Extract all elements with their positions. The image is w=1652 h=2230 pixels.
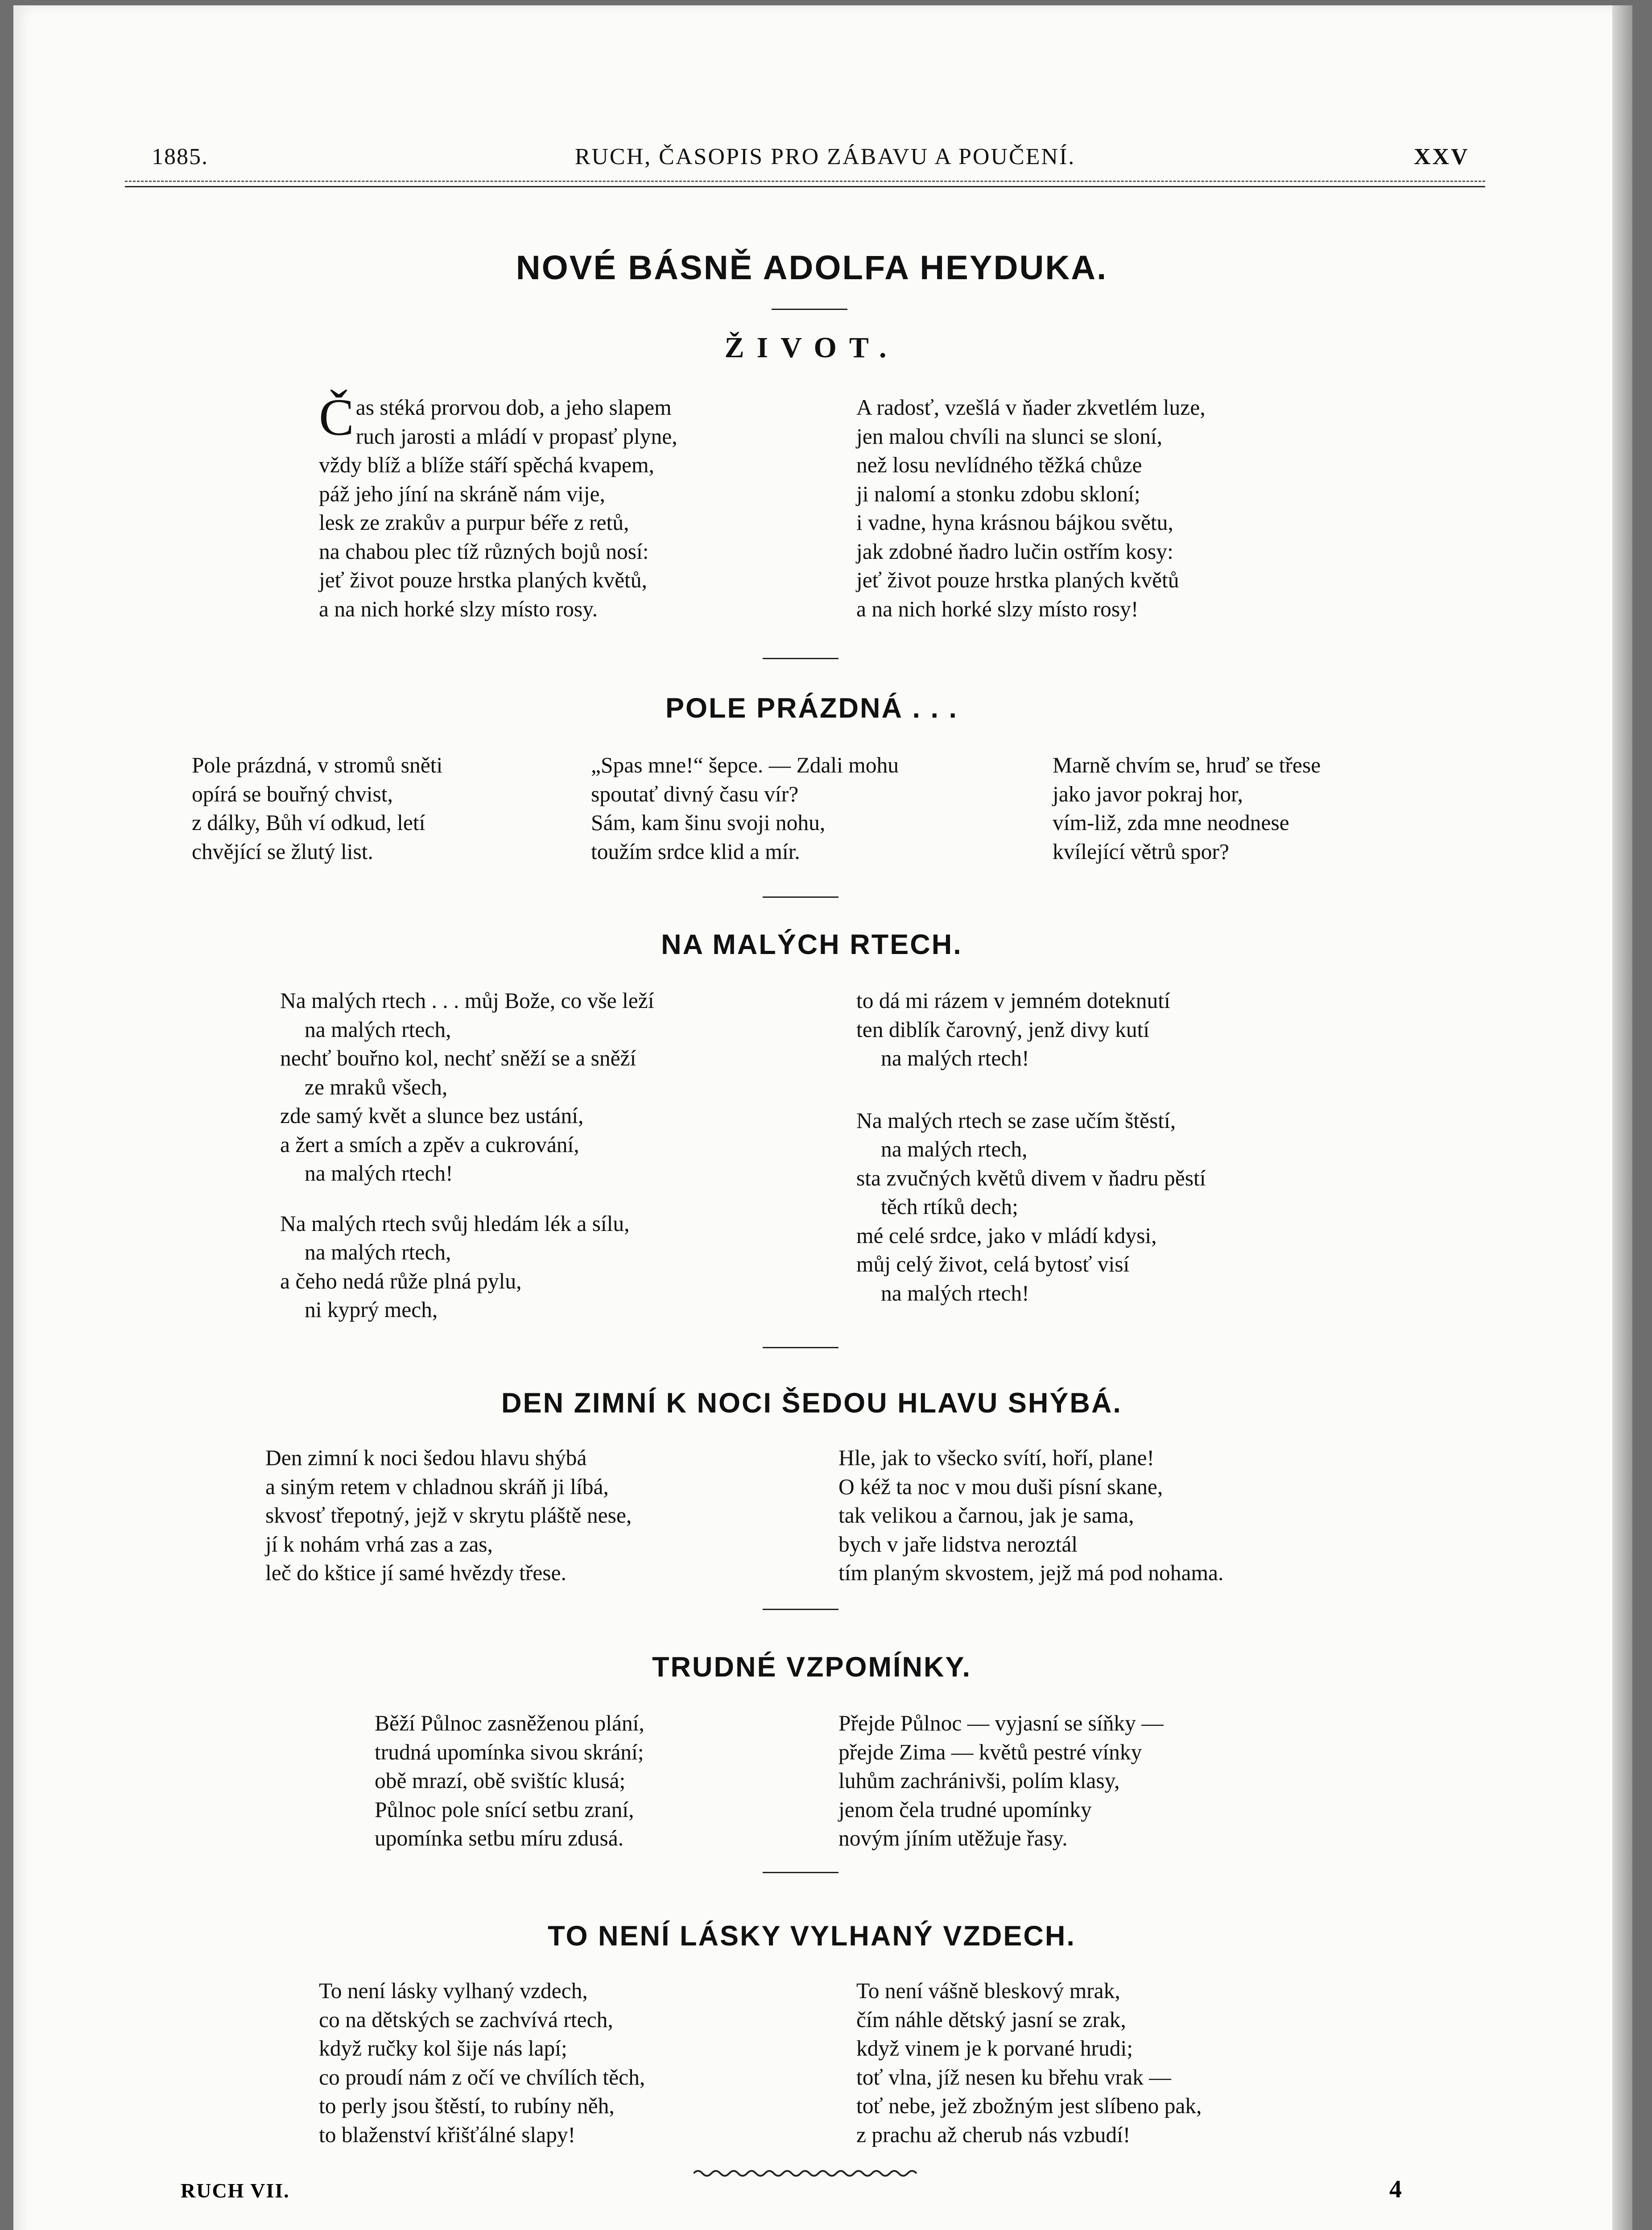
poem-line: jenom čela trudné upomínky	[838, 1797, 1092, 1822]
poem-title-zimni: DEN ZIMNÍ K NOCI ŠEDOU HLAVU SHÝBÁ.	[501, 1388, 1122, 1419]
poem-line: spoutať divný času vír?	[591, 781, 799, 806]
poem-line: když ručky kol šije nás lapí;	[319, 2036, 567, 2061]
poem-line: a žert a smích a zpěv a cukrování,	[280, 1132, 579, 1157]
poem-line: a čeho nedá růže plná pylu,	[280, 1268, 522, 1293]
poem-line: To není vášně bleskový mrak,	[856, 1978, 1120, 2003]
poem-line: jen malou chvíli na slunci se sloní,	[856, 424, 1163, 449]
poem-pole-col1	[192, 751, 442, 866]
poem-line: Čas stéká prorvou dob, a jeho slapem	[319, 388, 672, 446]
poem-line: Hle, jak to všecko svítí, hoří, plane!	[838, 1445, 1154, 1470]
poem-line: jí k nohám vrhá zas a zas,	[265, 1532, 493, 1557]
poem-title-rtech: NA MALÝCH RTECH.	[661, 929, 962, 960]
poem-line: Na malých rtech . . . můj Bože, co vše leží	[280, 988, 654, 1013]
poem-title-lasky: TO NENÍ LÁSKY VYLHANÝ VZDECH.	[548, 1920, 1076, 1952]
poem-lasky-left	[319, 1977, 645, 2149]
poem-line: čím náhle dětský jasní se zrak,	[856, 2007, 1126, 2032]
poem-line: páž jeho jíní na skráně nám vije,	[319, 481, 605, 506]
poem-line: novým jíním utěžuje řasy.	[838, 1826, 1068, 1850]
poem-line: Půlnoc pole snící setbu zraní,	[375, 1797, 634, 1822]
poem-line: To není lásky vylhaný vzdech,	[319, 1978, 588, 2003]
poem-line: z dálky, Bůh ví odkud, letí	[192, 810, 425, 835]
poem-lasky-right	[856, 1977, 1202, 2149]
poem-line: O kéž ta noc v mou duši písní skane,	[838, 1474, 1163, 1499]
poem-line: na malých rtech,	[305, 1017, 451, 1042]
poem-line: vždy blíž a blíže stáří spěchá kvapem,	[319, 453, 654, 477]
end-ornament-icon	[694, 2168, 925, 2179]
poem-line: ruch jarosti a mládí v propasť plyne,	[355, 424, 677, 449]
poem-line: ze mraků všech,	[305, 1074, 448, 1099]
poem-line: upomínka setbu míru zdusá.	[375, 1826, 624, 1850]
poem-divider	[763, 1609, 838, 1610]
header-rule	[125, 186, 1485, 187]
poem-line: A radosť, vzešlá v ňader zkvetlém luze,	[856, 395, 1206, 420]
poem-line: Pole prázdná, v stromů sněti	[192, 753, 443, 777]
poem-line: i vadne, hyna krásnou bájkou světu,	[856, 510, 1173, 535]
poem-line: ten diblík čarovný, jenž divy kutí	[856, 1017, 1150, 1042]
poem-line: „Spas mne!“ šepce. — Zdali mohu	[591, 753, 899, 777]
stanza-gap	[280, 1188, 654, 1210]
poem-trudne-right	[838, 1709, 1164, 1853]
poem-line: nechť bouřno kol, nechť sněží se a sněží	[280, 1046, 636, 1070]
poem-line: opírá se bouřný chvist,	[192, 781, 393, 806]
page	[13, 5, 1632, 2230]
poem-line: a na nich horké slzy místo rosy!	[856, 596, 1139, 621]
poem-line: tak velikou a čarnou, jak je sama,	[838, 1503, 1134, 1528]
poem-line: leč do kštice jí samé hvězdy třese.	[265, 1561, 566, 1585]
poem-title-pole: POLE PRÁZDNÁ . . .	[665, 693, 958, 724]
poem-line: kvílející větrů spor?	[1053, 839, 1229, 864]
poem-line: luhům zachránivši, polím klasy,	[838, 1768, 1120, 1793]
poem-zimni-left	[265, 1444, 632, 1588]
poem-pole-col3	[1053, 751, 1321, 866]
poem-line: tím planým skvostem, jejž má pod nohama.	[838, 1561, 1224, 1585]
poem-line: obě mrazí, obě svištíc klusá;	[375, 1768, 626, 1793]
poem-line: Na malých rtech svůj hledám lék a sílu,	[280, 1211, 630, 1236]
poem-line: ji nalomí a stonku zdobu skloní;	[856, 481, 1140, 506]
poem-trudne-left	[375, 1709, 644, 1853]
poem-line: lesk ze zrakův a purpur béře z retů,	[319, 510, 629, 535]
poem-line: toť vlna, jíž nesen ku břehu vrak —	[856, 2065, 1171, 2090]
poem-line: toť nebe, jež zbožným jest slíbeno pak,	[856, 2094, 1202, 2118]
poem-line: jak zdobné ňadro lučin ostřím kosy:	[856, 539, 1173, 564]
poem-line: to perly jsou štěstí, to rubíny něh,	[319, 2094, 615, 2118]
poem-line: na malých rtech,	[305, 1240, 451, 1264]
poem-line: Přejde Půlnoc — vyjasní se síňky —	[838, 1711, 1164, 1735]
poem-line: Den zimní k noci šedou hlavu shýbá	[265, 1445, 587, 1470]
poem-line: sta zvučných květů divem v ňadru pěstí	[856, 1165, 1206, 1190]
poem-line: ni kyprý mech,	[305, 1297, 438, 1322]
stanza-gap	[856, 1073, 1206, 1107]
poem-line: z prachu až cherub nás vzbudí!	[856, 2122, 1131, 2147]
page-gutter-shadow	[1612, 5, 1632, 2230]
poem-line: Na malých rtech se zase učím štěstí,	[856, 1108, 1176, 1133]
poem-line: toužím srdce klid a mír.	[591, 839, 800, 864]
poem-line: jeť život pouze hrstka planých květů,	[319, 568, 647, 592]
poem-zivot-right	[856, 393, 1206, 624]
header-year: 1885.	[152, 144, 208, 169]
poem-line: bych v jaře lidstva neroztál	[838, 1532, 1078, 1557]
poem-rtech-left	[280, 987, 654, 1325]
poem-title-trudne: TRUDNÉ VZPOMÍNKY.	[652, 1652, 972, 1683]
poem-line: můj celý život, celá bytosť visí	[856, 1252, 1130, 1276]
poem-title-zivot: ŽIVOT.	[724, 331, 899, 364]
poem-zivot-left	[319, 388, 677, 624]
poem-line: a siným retem v chladnou skráň ji líbá,	[265, 1474, 609, 1499]
poem-rtech-right	[856, 987, 1206, 1308]
poem-line: to blaženství křišťálné slapy!	[319, 2122, 576, 2147]
drop-cap: Č	[319, 388, 354, 446]
poem-line: přejde Zima — květů pestré vínky	[838, 1739, 1142, 1764]
poem-line: chvějící se žlutý list.	[192, 839, 373, 864]
poem-line: těch rtíků dech;	[881, 1194, 1018, 1219]
poem-line: než losu nevlídného těžká chůze	[856, 453, 1142, 477]
poem-line: na malých rtech,	[881, 1137, 1028, 1161]
poem-line: na chabou plec tíž různých bojů nosí:	[319, 539, 649, 564]
footer-signature: RUCH VII.	[181, 2179, 290, 2202]
poem-line: to dá mi rázem v jemném doteknutí	[856, 988, 1170, 1013]
poem-line: na malých rtech!	[881, 1046, 1029, 1070]
header-page-number: XXV	[1414, 144, 1470, 169]
poem-line: co proudí nám z očí ve chvílích těch,	[319, 2065, 645, 2090]
poem-line: jeť život pouze hrstka planých květů	[856, 568, 1179, 592]
poem-line: Běží Půlnoc zasněženou plání,	[375, 1711, 644, 1735]
poem-line: a na nich horké slzy místo rosy.	[319, 596, 598, 621]
poem-line: Marně chvím se, hruď se třese	[1053, 753, 1321, 777]
poem-line: vím-liž, zda mne neodnese	[1053, 810, 1289, 835]
title-divider	[772, 309, 847, 310]
poem-line: na malých rtech!	[881, 1280, 1029, 1305]
poem-divider	[763, 1872, 838, 1873]
poem-line: skvosť třepotný, jejž v skrytu pláště nese,	[265, 1503, 632, 1528]
poem-line: když vinem je k porvané hrudi;	[856, 2036, 1133, 2061]
poem-divider	[763, 658, 838, 659]
poem-line: Sám, kam šinu svoji nohu,	[591, 810, 826, 835]
poem-line: zde samý květ a slunce bez ustání,	[280, 1103, 584, 1128]
poem-line: mé celé srdce, jako v mládí kdysi,	[856, 1223, 1157, 1248]
poem-line: jako javor pokraj hor,	[1053, 781, 1243, 806]
poem-zimni-right	[838, 1444, 1223, 1588]
footer-sheet-number: 4	[1389, 2176, 1402, 2203]
poem-line: na malých rtech!	[305, 1161, 453, 1185]
poem-divider	[763, 896, 838, 898]
poem-line: co na dětských se zachvívá rtech,	[319, 2007, 613, 2032]
header-rule-dashed	[125, 181, 1485, 182]
poem-line: trudná upomínka sivou skrání;	[375, 1739, 644, 1764]
poem-pole-col2	[591, 751, 899, 866]
main-title: NOVÉ BÁSNĚ ADOLFA HEYDUKA.	[516, 249, 1108, 287]
poem-divider	[763, 1347, 838, 1348]
header-journal-title: RUCH, ČASOPIS PRO ZÁBAVU A POUČENÍ.	[574, 144, 1076, 169]
